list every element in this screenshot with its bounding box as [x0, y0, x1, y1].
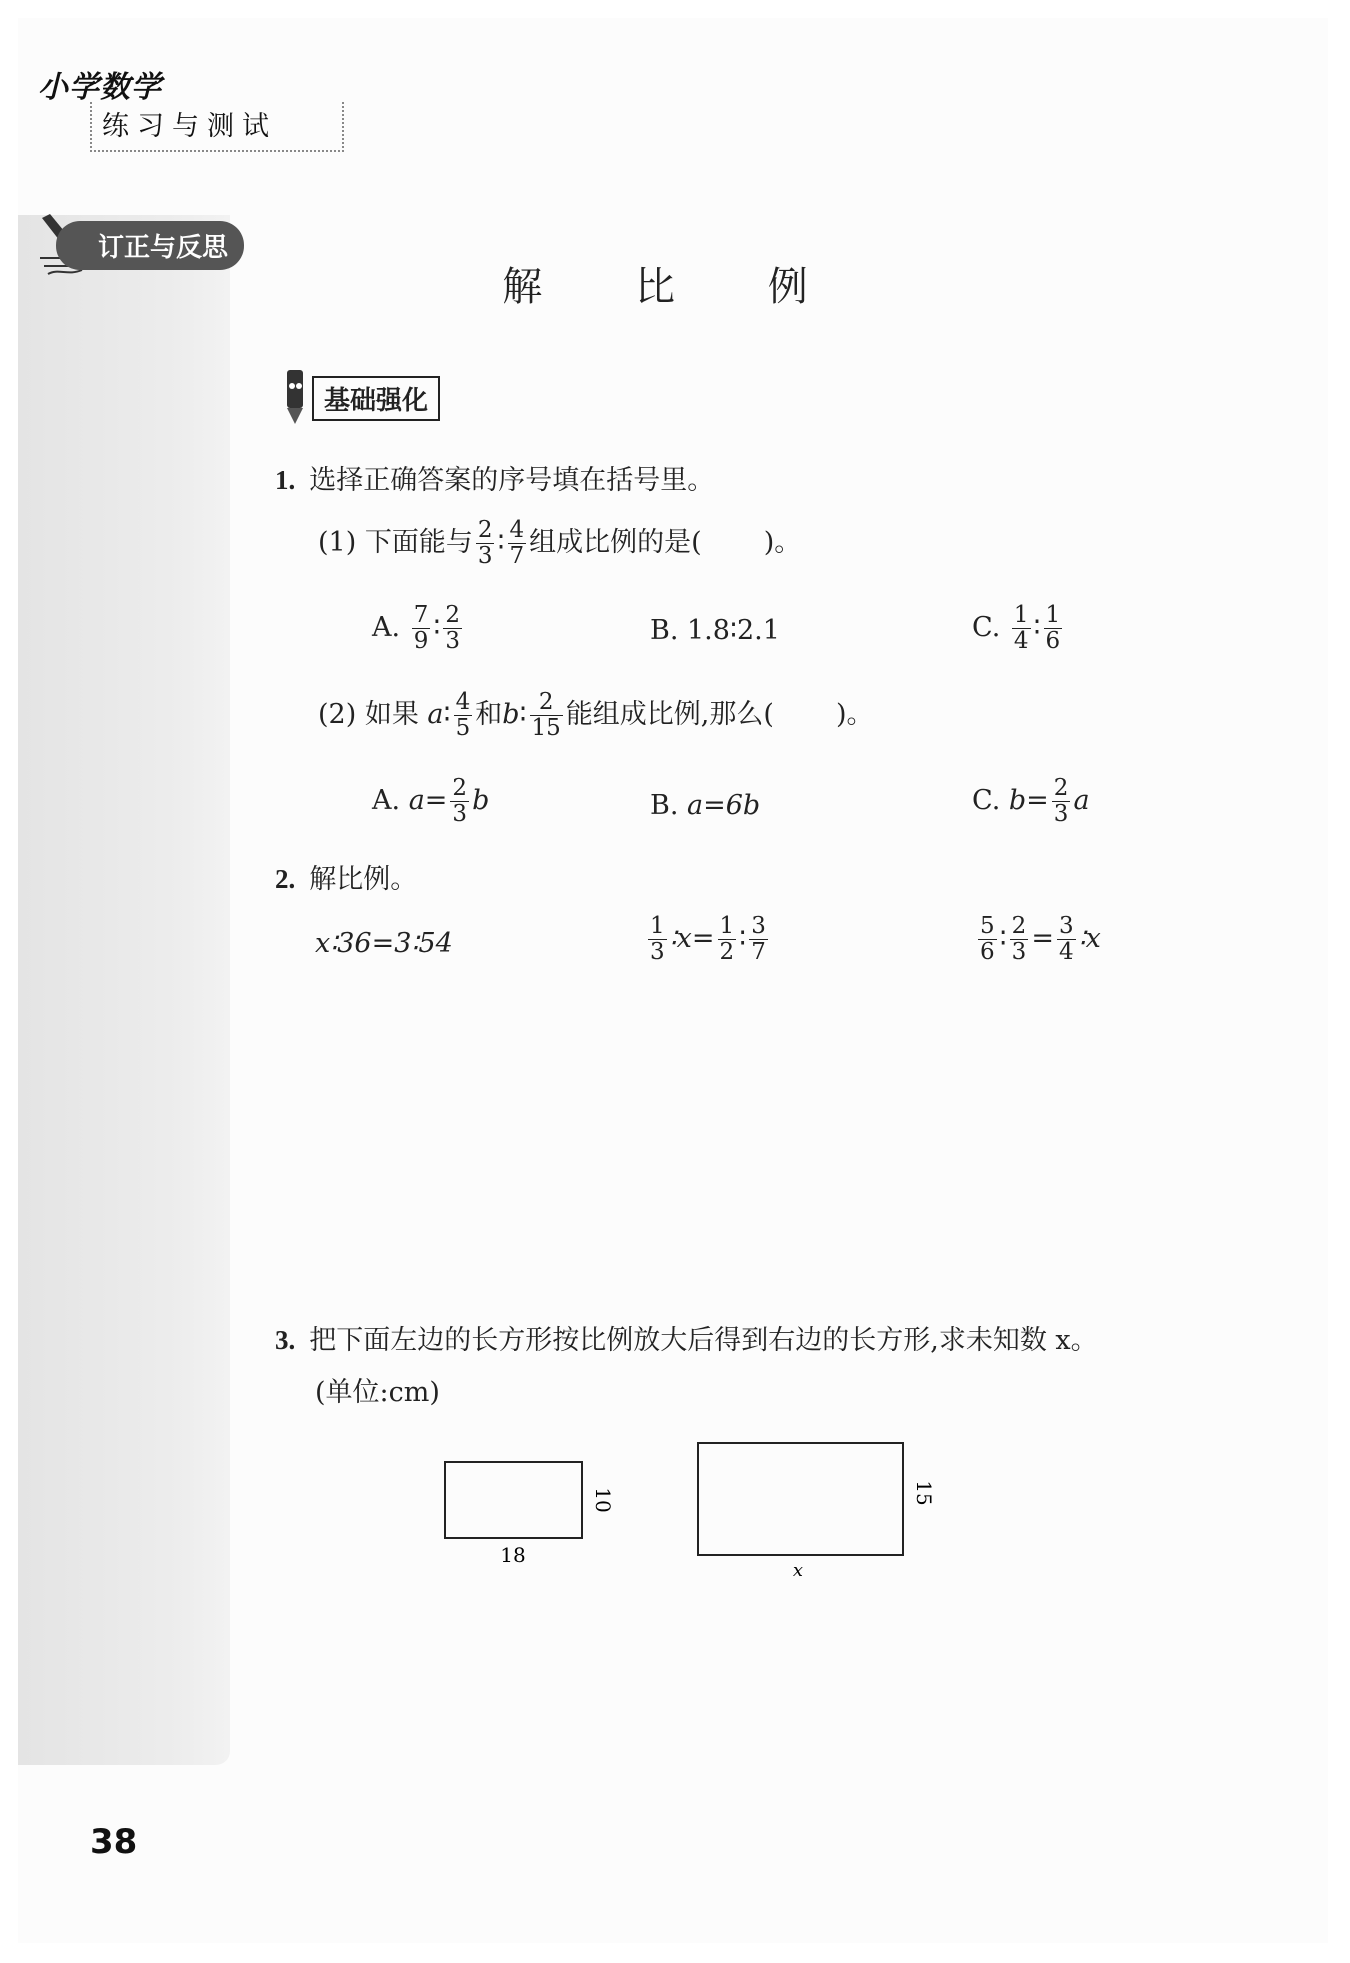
denominator: 3	[445, 627, 460, 654]
option-a	[372, 603, 465, 654]
denominator: 5	[455, 714, 471, 741]
fraction	[1010, 914, 1029, 965]
sidebar-notes-column	[18, 215, 230, 1765]
equation-1	[315, 928, 453, 959]
option-c	[972, 603, 1065, 654]
page-title: 解 比 例	[502, 264, 848, 310]
expression: a=	[408, 784, 448, 816]
option-label: B.	[650, 790, 679, 821]
small-rect-height-label: 10	[591, 1487, 615, 1513]
option-label: C.	[972, 611, 1001, 643]
fraction	[508, 518, 527, 569]
option-a	[372, 776, 489, 827]
numerator: 1	[1013, 602, 1029, 628]
ratio-colon: ∶	[1033, 611, 1041, 643]
numerator: 5	[980, 913, 995, 939]
option-label: A.	[372, 611, 401, 643]
large-rect-height-label: 15	[912, 1480, 936, 1506]
numerator: 2	[1053, 775, 1069, 801]
question-number: 3.	[275, 1325, 296, 1355]
book-subtitle-box	[90, 102, 344, 152]
numerator: 2	[445, 602, 460, 628]
denominator: 6	[980, 938, 995, 965]
part-text-end: )。	[835, 698, 874, 730]
expression: b=	[1008, 784, 1049, 816]
numerator: 2	[452, 775, 468, 801]
numerator: 4	[509, 517, 525, 543]
variable: a	[1073, 784, 1090, 816]
variable: b	[472, 784, 490, 816]
denominator: 7	[751, 938, 766, 965]
unit-note: (单位:cm)	[315, 1377, 440, 1408]
numerator: 1	[719, 913, 735, 939]
question-3	[275, 1318, 1098, 1357]
question-1	[275, 458, 714, 497]
fraction	[1057, 914, 1076, 965]
numerator: 1	[650, 913, 665, 939]
denominator: 3	[477, 542, 493, 569]
ratio-colon: ∶	[443, 698, 451, 730]
book-brand: 小学数学	[38, 70, 162, 105]
ratio-colon: ∶	[999, 922, 1007, 954]
denominator: 3	[1011, 938, 1027, 965]
fraction	[1044, 603, 1063, 654]
numerator: 3	[1058, 913, 1074, 939]
option-label: C.	[972, 784, 1001, 816]
equation-text: x∶36=3∶54	[315, 928, 453, 959]
question-text: 解比例。	[309, 864, 418, 895]
denominator: 6	[1045, 627, 1061, 654]
small-rect-width-label: 18	[500, 1543, 526, 1567]
large-rect-width-label: x	[792, 1560, 804, 1580]
question-2	[275, 857, 417, 896]
fraction	[749, 914, 768, 965]
question-1-part-2	[318, 690, 873, 741]
denominator: 3	[650, 938, 665, 965]
question-text: 选择正确答案的序号填在括号里。	[309, 465, 715, 496]
question-1-part-1	[318, 518, 801, 569]
pencil-mascot-icon	[282, 368, 308, 428]
question-text: 把下面左边的长方形按比例放大后得到右边的长方形,求未知数 x。	[309, 1325, 1098, 1356]
variable-a: a	[427, 698, 444, 730]
fraction	[530, 690, 563, 741]
question-number: 1.	[275, 465, 296, 495]
numerator: 1	[1045, 602, 1061, 628]
part-label: (2) 如果	[318, 698, 419, 730]
denominator: 7	[509, 542, 525, 569]
option-c	[972, 776, 1090, 827]
denominator: 4	[1013, 627, 1029, 654]
section-label: 基础强化	[312, 376, 440, 421]
book-subtitle: 练习与测试	[102, 111, 277, 142]
part-text: 能组成比例,那么(	[565, 698, 774, 730]
numerator: 7	[413, 602, 429, 628]
sidebar-label: 订正与反思	[56, 221, 244, 270]
expression: a=6b	[687, 790, 761, 821]
fraction	[1012, 603, 1031, 654]
rectangles-figure	[430, 1430, 950, 1580]
equals-sign: =	[1031, 922, 1054, 954]
section-tag	[282, 368, 440, 428]
fraction	[450, 776, 469, 827]
fraction	[978, 914, 997, 965]
question-number: 2.	[275, 864, 296, 894]
ratio-colon: ∶	[433, 611, 441, 643]
equation-2	[645, 914, 771, 965]
denominator: 9	[413, 627, 429, 654]
numerator: 2	[477, 517, 493, 543]
variable-b: b	[502, 698, 520, 730]
large-rectangle	[698, 1443, 903, 1555]
option-b	[650, 790, 760, 821]
numerator: 4	[455, 689, 471, 715]
page-number: 38	[90, 1822, 138, 1862]
option-label: A.	[372, 784, 401, 816]
option-b: B. 1.8∶2.1	[650, 615, 780, 646]
denominator: 3	[452, 800, 468, 827]
numerator: 2	[1011, 913, 1027, 939]
fraction	[443, 603, 462, 654]
part-label: (1) 下面能与	[318, 526, 473, 558]
fraction	[718, 914, 737, 965]
fraction	[648, 914, 667, 965]
denominator: 15	[531, 714, 561, 741]
equation-text: ∶x	[1078, 922, 1101, 954]
denominator: 4	[1058, 938, 1074, 965]
fraction	[476, 518, 495, 569]
fraction	[1052, 776, 1071, 827]
fraction	[454, 690, 473, 741]
small-rectangle	[445, 1462, 582, 1538]
ratio-colon: ∶	[739, 922, 747, 954]
ratio-colon: ∶	[519, 698, 527, 730]
ratio-colon: ∶	[497, 526, 505, 558]
equation-text: ∶x=	[669, 922, 715, 954]
part-text: 组成比例的是(	[529, 526, 702, 558]
denominator: 2	[719, 938, 735, 965]
equation-3	[975, 914, 1101, 965]
part-text-end: )。	[763, 526, 802, 558]
connector: 和	[475, 698, 503, 730]
numerator: 3	[751, 913, 766, 939]
fraction	[412, 603, 431, 654]
denominator: 3	[1053, 800, 1069, 827]
numerator: 2	[530, 690, 563, 716]
